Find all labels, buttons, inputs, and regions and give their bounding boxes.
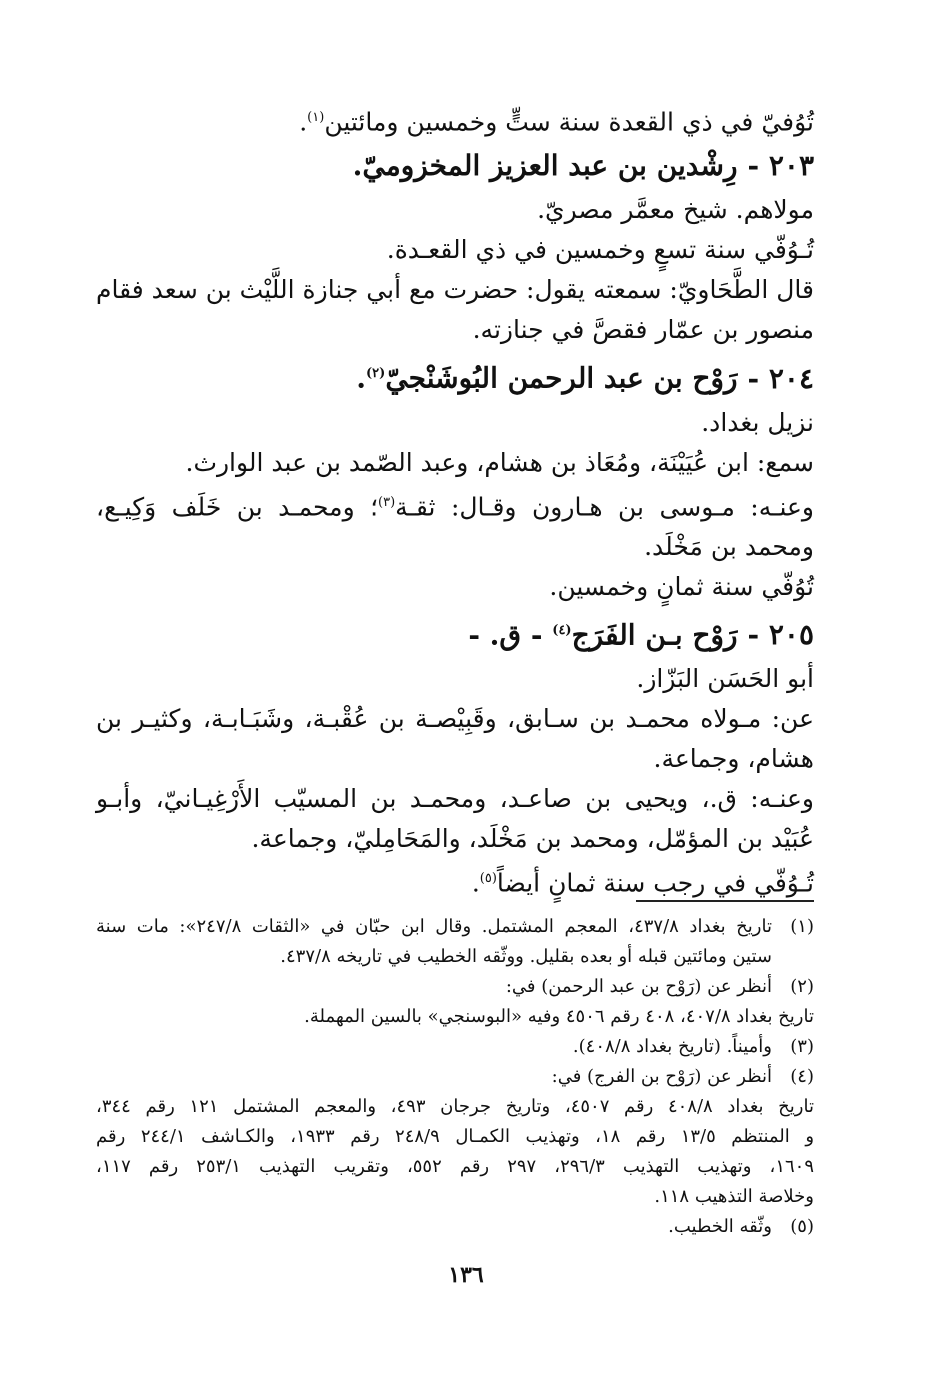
footnote-ref: (١)	[307, 110, 325, 125]
footnote-line: ستين ومائتين قبله أو بعده بقليل. ووثّقه الخطيب في تاريخه ٤٣٧/٨.	[280, 946, 772, 967]
text-line: سمع: ابن عُيَيْنَة، ومُعَاذ بن هشام، وعبد الصّمد بن عبد الوارث.	[185, 447, 814, 477]
entry-name: رَوْح بـن الفَرَج	[571, 618, 738, 652]
footnote-line: ١٦٠٩، وتهذيب التهذيب ٢٩٦/٣، ٢٩٧ رقم ٥٥٢، وتقريب التهذيب ٢٥٣/١ رقم ١١٧،	[96, 1156, 814, 1177]
footnote-separator	[636, 900, 814, 902]
footnote-line: وأميناً. (تاريخ بغداد ٤٠٨/٨).	[572, 1036, 772, 1057]
line-punct: .	[471, 868, 480, 898]
line-punct: .	[299, 107, 308, 137]
text-line: أبو الحَسَن البَزّاز.	[636, 664, 814, 694]
line-text: تُـوُفّي في رجب سنة ثمانٍ أيضاً	[496, 868, 814, 898]
entry-heading-203	[96, 144, 814, 188]
footnote-3	[96, 1032, 814, 1062]
footnote-ref: (٣)	[378, 494, 396, 510]
footnote-line: و المنتظم ١٣/٥ رقم ١٨، وتهذيب الكمـال ٢٤٨/٩ رقم ١٩٣٣، والكـاشف ٢٤٤/١ رقم	[96, 1126, 815, 1147]
text-line: وعنـه: ق.، ويحيى بن صاعـد، ومحمـد بن المسيّب الأَرْغِيـانيّ، وأبـو	[96, 784, 814, 814]
footnote-2	[96, 972, 814, 1002]
text-line: عن: مـولاه محمـد بن سـابق، وقَبِيْصـة بن عُقْبـة، وشَبَـابـة، وكثيـر بن	[96, 704, 814, 734]
footnote-number: (٤)	[790, 1066, 814, 1087]
footnote-ref: (٢)	[366, 366, 386, 382]
footnote-1	[96, 912, 814, 972]
footnote-number: (٥)	[790, 1216, 814, 1237]
text-line: منصور بن عمّار فقصَّ في جنازته.	[472, 315, 814, 345]
entry-heading-205	[96, 609, 814, 657]
footnote-line: وخلاصة التذهيب ١١٨.	[654, 1186, 814, 1207]
text-line: مولاهم. شيخ معمَّر مصريّ.	[537, 195, 814, 225]
footnote-line: تاريخ بغداد ٤٣٧/٨، المعجم المشتمل. وقال ابن حبّان في «الثقات ٢٤٧/٨»: مات سنة	[96, 916, 772, 937]
entry-sigla: - ق. -	[468, 618, 543, 652]
footnote-line: أنظر عن (رَوْح بن عبد الرحمن) في:	[505, 976, 772, 997]
footnote-line: تاريخ بغداد ٤٠٨/٨ رقم ٤٥٠٧، وتاريخ جرجان ٤٩٣، والمعجم المشتمل ١٢١ رقم ٣٤٤،	[96, 1096, 814, 1117]
entry-heading-204	[96, 352, 814, 400]
text-line: نزيل بغداد.	[701, 407, 814, 437]
footnote-5	[96, 1212, 814, 1242]
entry-number: ٢٠٣ -	[747, 149, 814, 183]
footnote-line: تاريخ بغداد ٤٠٧/٨، ٤٠٨ رقم ٤٥٠٦ وفيه «البوسنجي» بالسين المهملة.	[304, 1006, 814, 1027]
text-line: تُـوُفّي سنة تسعٍ وخمسين في ذي القعـدة.	[386, 235, 814, 265]
footnote-number: (٣)	[790, 1036, 814, 1057]
line-text: تُوُفيّ في ذي القعدة سنة ستٍّ وخمسين ومائتين	[324, 107, 814, 137]
footnote-4	[96, 1062, 814, 1092]
entry-number: ٢٠٥ -	[747, 618, 814, 652]
footnote-ref: (٤)	[552, 622, 572, 638]
footnote-body	[96, 1212, 772, 1242]
footnote-body	[96, 972, 772, 1002]
footnote-body	[96, 912, 772, 972]
footnote-body	[96, 1062, 772, 1092]
text-line: عُبَيْد بن المؤمّل، ومحمد بن مَخْلَد، والمَحَامِليّ، وجماعة.	[251, 824, 814, 854]
text-line	[96, 859, 814, 903]
text-line: قال الطَّحَاويّ: سمعته يقول: حضرت مع أبي جنازة اللَّيْث بن سعد فقام	[96, 275, 814, 305]
main-text	[96, 98, 814, 904]
entry-name: رَوْح بن عبد الرحمن البُوشَنْجيّ	[385, 361, 738, 395]
entry-name: رِشْدين بن عبد العزيز المخزوميّ.	[352, 149, 738, 183]
line-text: وعنـه: مـوسى بن هـارون وقـال: ثقـة	[395, 491, 814, 521]
footnote-number: (٢)	[790, 976, 814, 997]
page-number: ١٣٦	[448, 1262, 484, 1288]
line-text: ؛ ومحمـد بن خَلَف وَكِيـع،	[96, 491, 379, 521]
line-punct: .	[356, 361, 367, 395]
text-line: تُوُفّي سنة ثمانٍ وخمسين.	[549, 571, 814, 601]
footnote-body	[96, 1032, 772, 1062]
text-line: ومحمد بن مَخْلَد.	[644, 531, 814, 561]
footnote-number: (١)	[790, 916, 814, 937]
entry-number: ٢٠٤ -	[747, 361, 814, 395]
text-line	[96, 483, 814, 527]
footnote-line: وثّقه الخطيب.	[668, 1216, 772, 1237]
footnote-line: أنظر عن (رَوْح بن الفرج) في:	[551, 1066, 772, 1087]
text-line	[96, 98, 814, 142]
footnote-ref: (٥)	[479, 871, 497, 887]
text-line: هشام، وجماعة.	[653, 744, 814, 774]
footnotes	[96, 912, 814, 1242]
